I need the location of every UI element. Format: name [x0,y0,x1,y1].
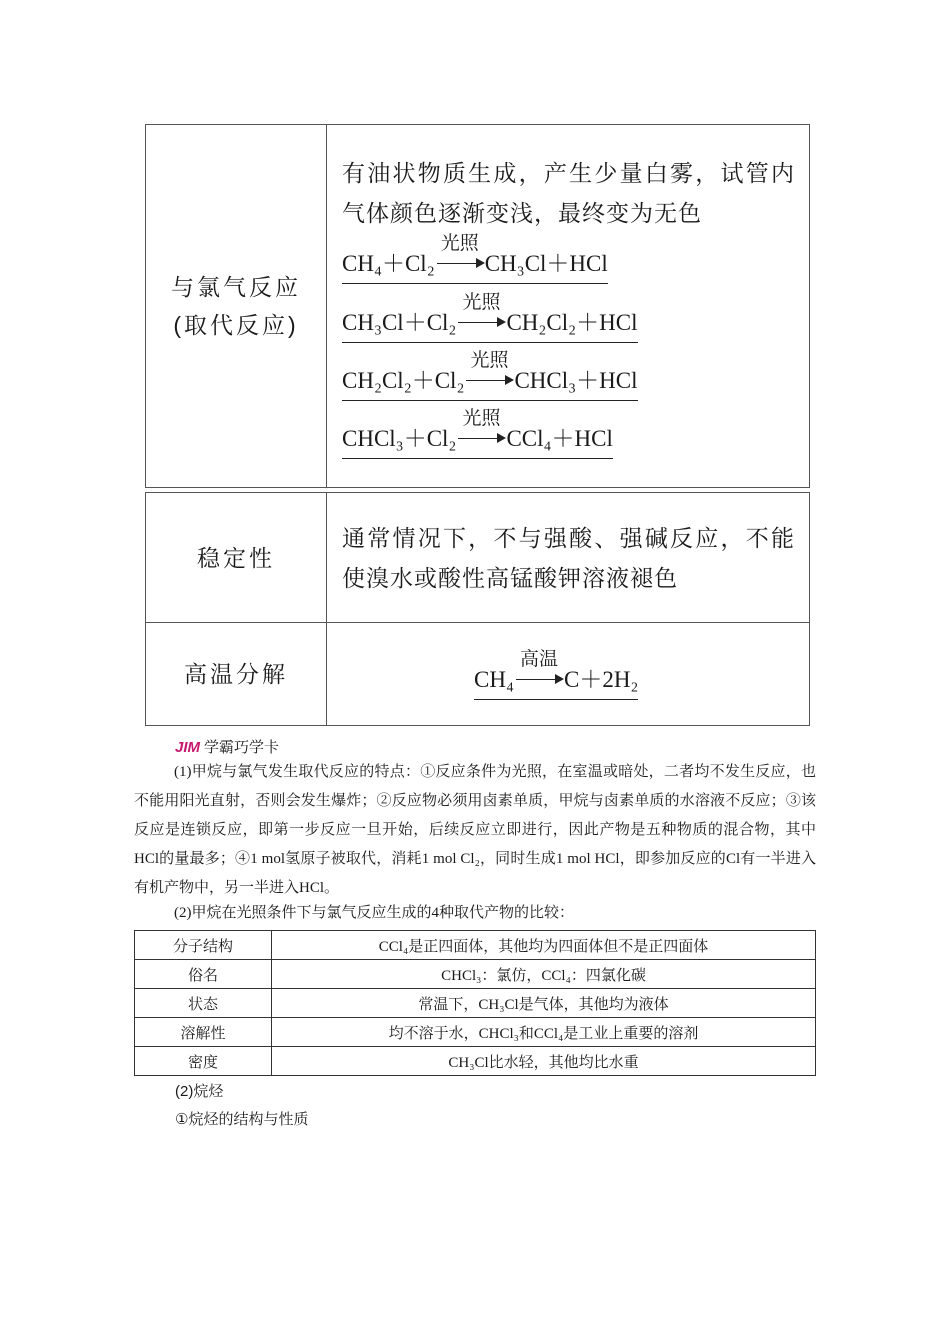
reaction-condition: 光照 [440,233,479,254]
phenomenon-text: 有油状物质生成，产生少量白雾，试管内气体颜色逐渐变浅，最终变为无色 [342,160,795,226]
stability-content [326,493,809,622]
row-key: 分子结构 [135,931,272,960]
eq-left: CH₃Cl＋Cl₂ [342,310,457,335]
row-key: 溶解性 [135,1018,272,1047]
decomposition-equation [474,649,639,700]
reaction-condition: 高温 [519,649,558,670]
row-key: 俗名 [135,960,272,989]
eq-right: C＋2H₂ [563,667,639,692]
decomposition-content [326,623,809,725]
label-line-2: (取代反应) [173,312,299,338]
chlorine-reaction-label [146,125,327,487]
section-heading: (2)烷烃 [175,1083,224,1100]
table-row [135,989,816,1018]
equation-2 [342,292,638,343]
reaction-condition: 光照 [462,292,501,313]
row-value: CH₃Cl比水轻，其他均比水重 [272,1047,816,1076]
eq-right: CCl₄＋HCl [506,426,613,451]
decomposition-label: 高温分解 [146,623,327,725]
equation-4 [342,408,613,459]
equation-1 [342,233,608,284]
reaction-arrow-icon [458,292,504,338]
eq-left: CHCl₃＋Cl₂ [342,426,457,451]
row-value: CHCl₃：氯仿，CCl₄：四氯化碳 [272,960,816,989]
reaction-arrow-icon [466,350,512,396]
table-row [135,1018,816,1047]
eq-right: CH₂Cl₂＋HCl [506,310,638,335]
reaction-arrow-icon [516,649,562,695]
row-value: CCl₄是正四面体，其他均为四面体但不是正四面体 [272,931,816,960]
subsection-heading: ①烷烃的结构与性质 [175,1111,309,1128]
equation-3 [342,350,638,401]
eq-left: CH₄ [474,667,514,692]
eq-right: CHCl₃＋HCl [514,368,638,393]
chlorine-reaction-content [326,125,809,487]
row-key: 状态 [135,989,272,1018]
label-line-1: 与氯气反应 [171,274,301,300]
study-card-title [175,736,279,757]
eq-right: CH₃Cl＋HCl [484,251,608,276]
row-key: 密度 [135,1047,272,1076]
table-row [135,931,816,960]
card-paragraph-1: (1)甲烷与氯气发生取代反应的特点：①反应条件为光照，在室温或暗处，二者均不发生反应，也不能用阳光直射，否则会发生爆炸；②反应物必须用卤素单质，甲烷与卤素单质的水溶液不反应；③该反应是连锁反应，即第一步反应一旦开始，后续反应立即进行，因此产物是五种物质的混合物，其中HCl的量最多；④1 mol氢原子被取代，消耗1 mol Cl₂，同时生成1 mol HCl，即参加反应的Cl有一半进入有机产物中，另一半进入HCl。 [134,764,816,896]
stability-text: 通常情况下，不与强酸、强碱反应，不能使溴水或酸性高锰酸钾溶液褪色 [342,525,795,591]
chlorine-reaction-row [145,124,810,488]
eq-left: CH₄＋Cl₂ [342,251,435,276]
table-row [135,960,816,989]
stability-row [145,492,810,622]
reaction-condition: 光照 [470,350,509,371]
eq-left: CH₂Cl₂＋Cl₂ [342,368,465,393]
card-title-text: 学霸巧学卡 [204,739,280,756]
reaction-arrow-icon [437,233,483,279]
row-value: 常温下，CH₃Cl是气体，其他均为液体 [272,989,816,1018]
card-logo-icon: JIM [175,739,201,756]
decomposition-row [145,622,810,726]
stability-label: 稳定性 [146,493,327,622]
comparison-table [134,930,816,1076]
row-value: 均不溶于水，CHCl₃和CCl₄是工业上重要的溶剂 [272,1018,816,1047]
reaction-arrow-icon [458,408,504,454]
card-paragraph-2: (2)甲烷在光照条件下与氯气反应生成的4种取代产物的比较： [174,905,574,921]
reaction-condition: 光照 [462,408,501,429]
table-row [135,1047,816,1076]
